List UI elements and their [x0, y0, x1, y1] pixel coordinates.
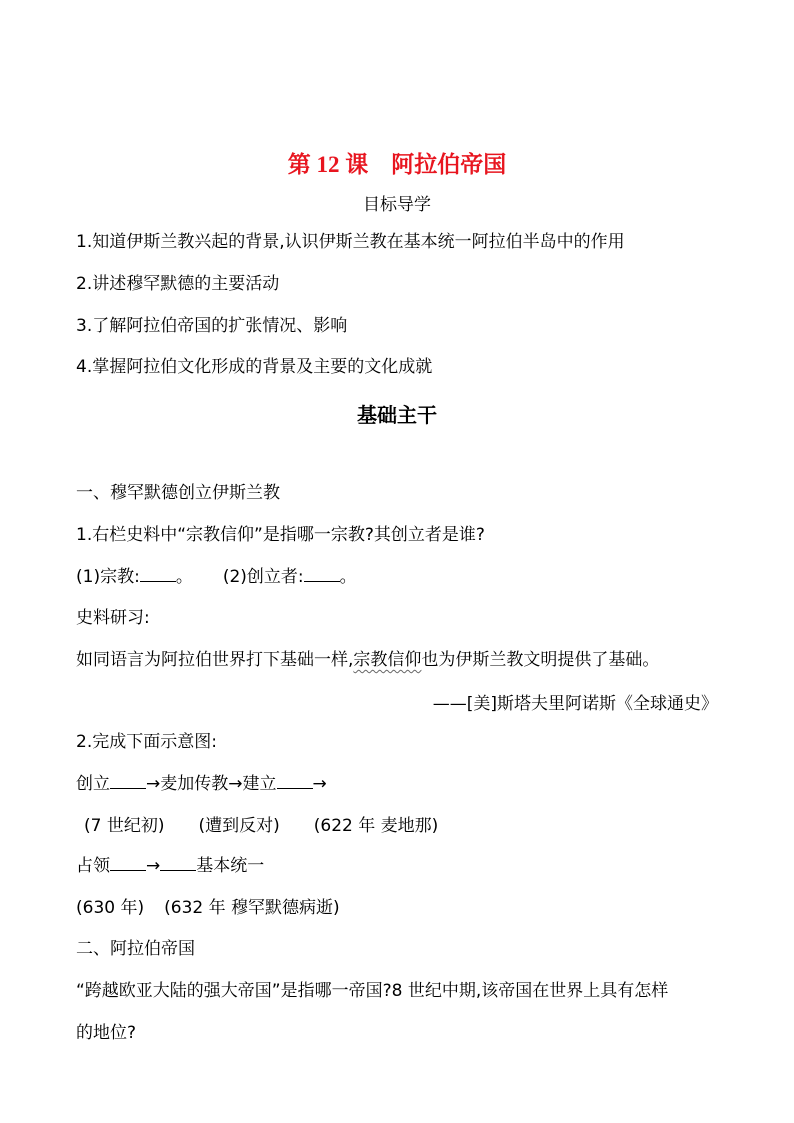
flow-arrow: →	[146, 856, 161, 876]
goals-subtitle: 目标导学	[363, 195, 431, 215]
answer-religion-label: (1)宗教:	[76, 567, 140, 587]
answer-religion-blank[interactable]	[140, 567, 176, 582]
goal-item: 3.了解阿拉伯帝国的扩张情况、影响	[76, 316, 348, 336]
part2-question-line1: “跨越欧亚大陆的强大帝国”是指哪一帝国?8 世纪中期,该帝国在世界上具有怎样	[76, 981, 669, 1001]
flow-step-mecca: →麦加传教→建立	[146, 774, 277, 794]
flow-blank-2[interactable]	[277, 774, 313, 789]
material-quote	[76, 650, 659, 670]
flow-row-2	[76, 856, 264, 876]
part1-heading: 一、穆罕默德创立伊斯兰教	[76, 483, 280, 503]
material-text-before: 如同语言为阿拉伯世界打下基础一样,	[76, 650, 354, 670]
answer-founder-blank[interactable]	[304, 567, 340, 582]
answer-founder-end: 。	[339, 567, 357, 587]
goal-item: 4.掌握阿拉伯文化形成的背景及主要的文化成就	[76, 357, 433, 377]
material-text-marked: 宗教信仰	[353, 650, 422, 670]
flow-notes-1	[84, 816, 438, 836]
material-source: ——[美]斯塔夫里阿诺斯《全球通史》	[432, 694, 718, 714]
goal-item: 1.知道伊斯兰教兴起的背景,认识伊斯兰教在基本统一阿拉伯半岛中的作用	[76, 232, 625, 252]
flow-step-unify: 基本统一	[196, 856, 265, 876]
flow-blank-1[interactable]	[110, 774, 146, 789]
flow-arrow: →	[312, 774, 327, 794]
flow-note: (7 世纪初)	[84, 816, 165, 836]
part2-heading: 二、阿拉伯帝国	[76, 939, 195, 959]
flow-blank-3[interactable]	[110, 856, 146, 871]
flow-note: (632 年 穆罕默德病逝)	[164, 898, 340, 918]
question-1-answers	[76, 567, 357, 587]
material-label: 史料研习:	[76, 608, 150, 628]
flow-note: (遭到反对)	[198, 816, 280, 836]
flow-step-occupy: 占领	[76, 856, 110, 876]
answer-religion-end: 。	[175, 567, 193, 587]
question-1: 1.右栏史料中“宗教信仰”是指哪一宗教?其创立者是谁?	[76, 525, 485, 545]
answer-founder-label: (2)创立者:	[222, 567, 304, 587]
flow-row-1	[76, 774, 327, 794]
flow-step-found: 创立	[76, 774, 110, 794]
goal-item: 2.讲述穆罕默德的主要活动	[76, 274, 280, 294]
flow-note: (622 年 麦地那)	[313, 816, 439, 836]
section-title: 基础主干	[357, 403, 437, 427]
question-2: 2.完成下面示意图:	[76, 732, 217, 752]
flow-note: (630 年)	[76, 898, 145, 918]
material-text-after: 也为伊斯兰教文明提供了基础。	[421, 650, 660, 670]
flow-blank-4[interactable]	[160, 856, 196, 871]
lesson-title: 第 12 课 阿拉伯帝国	[287, 152, 507, 177]
flow-notes-2	[76, 898, 340, 918]
part2-question-line2: 的地位?	[76, 1023, 137, 1043]
